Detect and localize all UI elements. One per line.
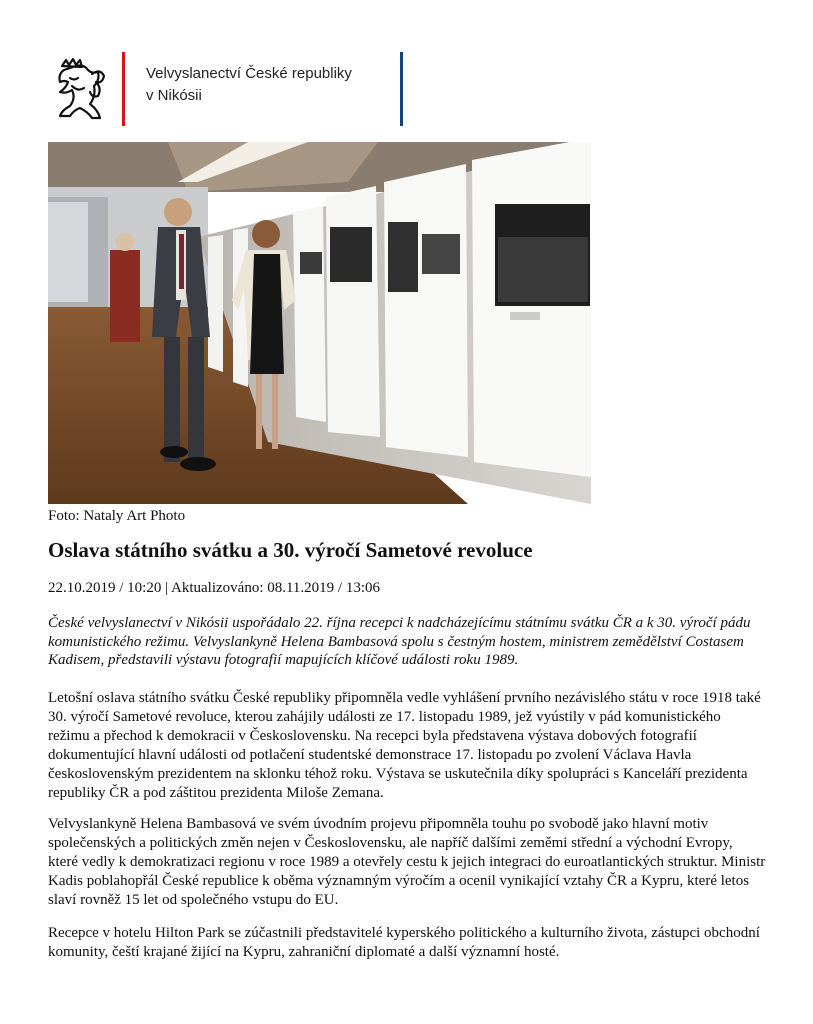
embassy-name-line2: v Nikósii — [146, 87, 202, 104]
article-paragraph: Recepce v hotelu Hilton Park se zúčastnili představitelé kyperského politického a kulturního života, zástupci obchodní komunity, čeští krajané žijící na Kypru, zahraniční diplomaté a další významní hosté. — [48, 925, 760, 960]
exhibition-photo — [48, 142, 591, 504]
blue-divider — [400, 52, 403, 126]
article-title: Oslava státního svátku a 30. výročí Sametové revoluce — [48, 538, 533, 562]
red-divider — [122, 52, 125, 126]
article-lead: České velvyslanectví v Nikósii uspořádalo 22. října recepci k nadcházejícímu státnímu svátku ČR a k 30. výročí pádu komunistického režimu. Velvyslankyně Helena Bambasová spolu s čestným hostem, ministrem zemědělství Costasem Kadisem, představili výstavu fotografií mapujících klíčové události roku 1989. — [48, 615, 751, 668]
photo-caption: Foto: Nataly Art Photo — [48, 508, 186, 524]
article-paragraph: Letošní oslava státního svátku České republiky připomněla vedle vyhlášení prvního nezávislého státu v roce 1918 také 30. výročí Sametové revoluce, kterou zahájily události ze 17. listopadu 1989, jež vyústily v pád komunistického režimu a přechod k demokracii v Československu. Na recepci byla představena výstava dobových fotografií dokumentující hlavní události od potlačení studentské demonstrace 17. listopadu po zvolení Václava Havla československým prezidentem na sklonku téhož roku. Výstava se uskutečnila díky spolupráci s Kanceláří prezidenta republiky ČR a pod záštitou prezidenta Miloše Zemana. — [48, 690, 761, 801]
czech-lion-logo-icon — [48, 56, 108, 120]
embassy-name-line1: Velvyslanectví České republiky — [146, 65, 352, 82]
article-paragraph: Velvyslankyně Helena Bambasová ve svém úvodním projevu připomněla touhu po svobodě jako hlavní motiv společenských a politických změn nejen v Československu, ale napříč dalšími zeměmi střední a východní Evropy, které vedly k demokratizaci regionu v roce 1989 a otevřely cestu k jejich integraci do euroatlantických struktur. Ministr Kadis poblahopřál České republice k oběma významným výročím a ocenil vynikající vztahy ČR a Kypru, které letos slaví rovněž 15 let od společného vstupu do EU. — [48, 816, 766, 908]
embassy-name — [146, 63, 352, 107]
embassy-header — [48, 52, 408, 126]
publication-dates: 22.10.2019 / 10:20 | Aktualizováno: 08.11.2019 / 13:06 — [48, 580, 381, 596]
